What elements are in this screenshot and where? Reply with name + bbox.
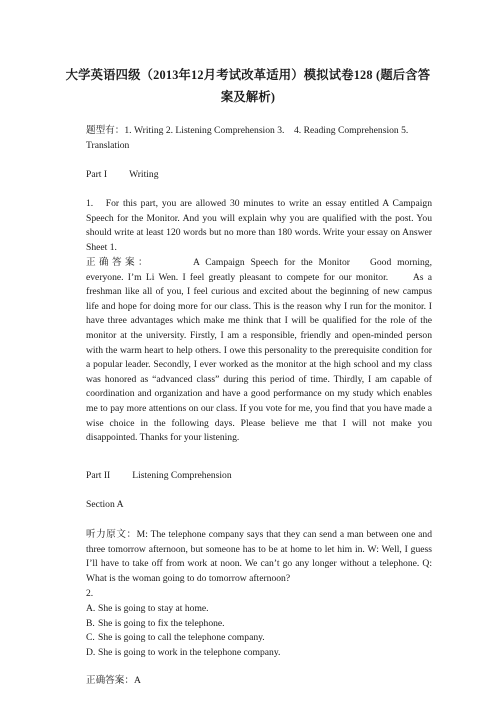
option-d [86, 646, 432, 661]
option-a-letter: A. [86, 603, 96, 614]
answer-2-value: A [133, 675, 141, 686]
part1-name: Writing [129, 169, 159, 180]
question-types: 题型有：1. Writing 2. Listening Comprehension 3. 4. Reading Comprehension 5. Translation [86, 125, 409, 151]
question-2-number: 2. [86, 588, 94, 599]
transcript-text: M: The telephone company says that they can send a man between one and three tomorrow afternoon, but someone has to be at home to let him in. W: Well, I guess I’ll have to take off from work at noon. We can’t go any longer without a telephone. Q: What is the woman going to do tomorrow afternoon? [86, 529, 433, 584]
listening-transcript [86, 528, 432, 586]
option-c-letter: C. [86, 632, 95, 644]
option-c-text: She is going to call the telephone company. [98, 632, 265, 644]
option-a [86, 602, 432, 617]
part2-number: Part II [86, 470, 111, 481]
answer-1-essay-title: A Campaign Speech for the Monitor [193, 257, 350, 268]
document-title: 大学英语四级（2013年12月考试改革适用）模拟试卷128 (题后含答案及解析) [65, 68, 431, 104]
option-b [86, 617, 432, 632]
transcript-label: 听力原文： [86, 529, 137, 540]
option-d-letter: D. [86, 646, 96, 658]
answer-1-label: 正确答案： [86, 257, 152, 268]
option-b-letter: B. [86, 617, 95, 629]
option-a-text: She is going to stay at home. [98, 603, 209, 614]
answer-1 [86, 256, 432, 446]
part1-number: Part I [86, 169, 108, 180]
option-b-text: She is going to fix the telephone. [98, 617, 225, 629]
question-1: 1. For this part, you are allowed 30 minutes to write an essay entitled A Campaign Speech for the Monitor. And you will explain why you are qualified with the post. You should write at least 120 words but no more than 180 words. Write your essay on Answer Sheet 1. [86, 198, 432, 253]
part2-name: Listening Comprehension [132, 470, 232, 481]
option-c [86, 631, 432, 646]
section-a-heading: Section A [86, 499, 124, 510]
part2-heading [86, 469, 432, 484]
question-2-options [86, 602, 432, 660]
part1-heading [86, 168, 432, 183]
answer-2-label: 正确答案： [86, 675, 134, 686]
answer-1-essay: Good morning, everyone. I’m Li Wen. I feel greatly pleasant to compete for our monitor. As a freshman like all of you, I feel curious and excited about the beginning of new campus life and hope for doing more for our class. This is the reason why I run for the monitor. I have three advantages which make me think that I will be qualified for the role of the monitor at the university. Firstly, I am a responsible, friendly and open-minded person with the warm heart to help others. I owe this personality to the prerequisite condition for a popular leader. Secondly, I ever worked as the monitor at the high school and my class was honored as “advanced class” during this period of time. Thirdly, I am capable of coordination and organization and have a good performance on my study which enables me to pay more attentions on our class. If you vote for me, you find that you have made a wise choice in the following days. Please believe me that I will not make you disappointed. Thanks for your listening. [86, 257, 432, 444]
answer-2 [86, 674, 432, 689]
option-d-text: She is going to work in the telephone company. [98, 646, 281, 658]
